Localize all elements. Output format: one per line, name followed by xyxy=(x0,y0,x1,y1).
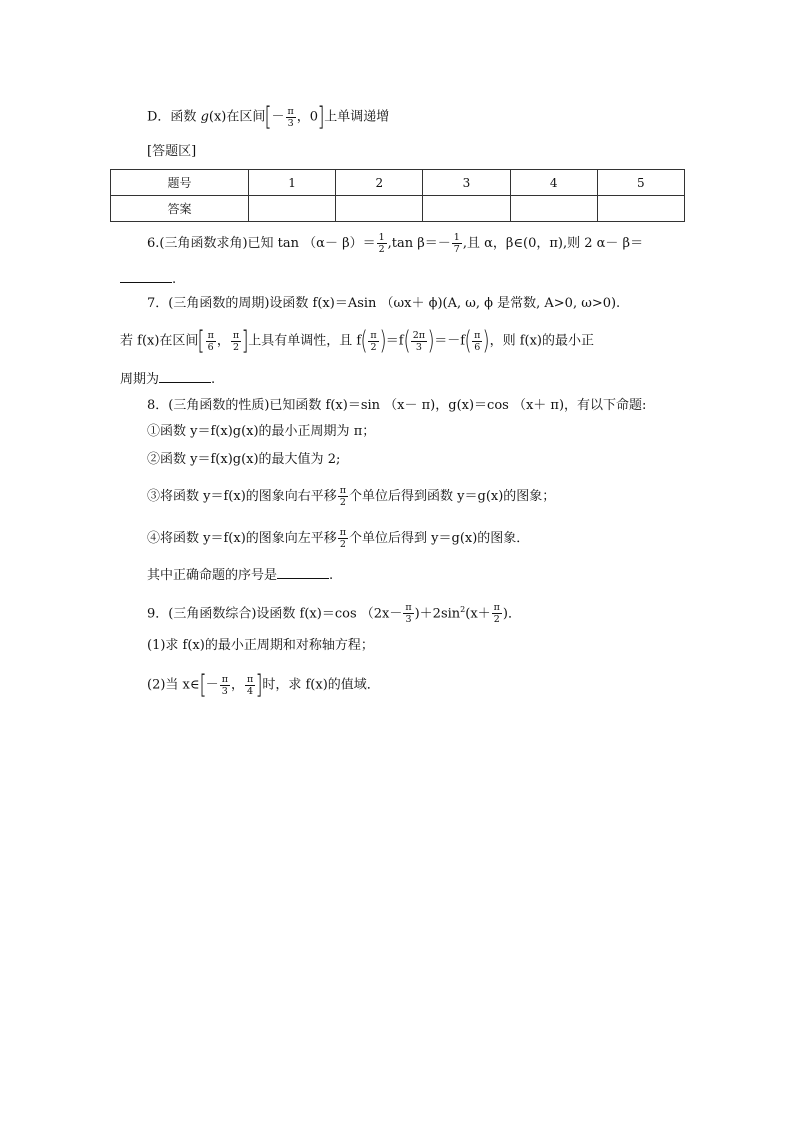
fraction-pi-over-3: $\frac{\pi}{3}$ xyxy=(405,602,412,626)
left-paren: ( xyxy=(464,326,472,356)
fraction-1-over-7: $\frac{1}{7}$ xyxy=(453,232,460,255)
q7-mid: 上具有单调性，且 f xyxy=(248,333,362,349)
q6-end: . xyxy=(172,272,177,287)
left-paren: ( xyxy=(403,326,411,356)
table-header-cell: 题号 xyxy=(111,170,249,196)
q8-p4b: 个单位后得到 y＝g(x)的图象． xyxy=(349,531,530,546)
right-bracket: ] xyxy=(241,326,249,356)
q6-text-a: 6.(三角函数求角)已知 tan （α－ β）＝ xyxy=(147,236,376,251)
option-d-tail: ，0 xyxy=(296,109,319,125)
q9-text-b: )＋2sin xyxy=(414,606,461,622)
right-paren: ) xyxy=(427,326,435,356)
fraction-pi-over-2: $\frac{\pi}{2}$ xyxy=(339,485,347,508)
q6-answer-line xyxy=(120,268,176,290)
fraction-1-over-2: $\frac{1}{2}$ xyxy=(378,232,385,255)
answer-cell[interactable] xyxy=(423,196,510,222)
answer-cell[interactable] xyxy=(336,196,423,222)
option-d xyxy=(147,104,389,130)
table-header-cell: 答案 xyxy=(111,196,249,222)
fraction-pi-over-6: $\frac{\pi}{6}$ xyxy=(474,329,481,353)
neg-sign: － xyxy=(205,677,219,693)
fraction-pi-over-4: $\frac{\pi}{4}$ xyxy=(246,673,254,697)
q9-superscript: 2 xyxy=(460,605,466,614)
q7-line-3 xyxy=(120,368,215,390)
q8-proposition-4 xyxy=(147,527,529,550)
question-number-cell: 3 xyxy=(423,170,510,196)
fraction-pi-over-3: $\frac{\pi}{3}$ xyxy=(287,105,294,129)
right-bracket: ] xyxy=(317,102,325,132)
q8-p3a: ③将函数 y＝f(x)的图象向右平移 xyxy=(147,489,337,504)
answer-cell[interactable] xyxy=(510,196,597,222)
left-bracket: [ xyxy=(197,326,206,356)
q9-part-2 xyxy=(147,672,380,698)
neg-sign: － xyxy=(271,109,285,125)
answer-cell[interactable] xyxy=(249,196,336,222)
question-number-cell: 1 xyxy=(249,170,336,196)
q8-conclusion xyxy=(147,564,333,586)
table-row xyxy=(111,170,685,196)
q6-answer-blank[interactable] xyxy=(120,268,172,283)
q9-text-d: )． xyxy=(502,606,521,622)
question-number-cell: 2 xyxy=(336,170,423,196)
fraction-pi-over-2: $\frac{\pi}{2}$ xyxy=(370,329,377,353)
right-bracket: ] xyxy=(255,670,263,700)
q9-p2a: (2)当 x∈ xyxy=(147,677,200,693)
fraction-pi-over-2: $\frac{\pi}{2}$ xyxy=(339,527,347,550)
right-paren: ) xyxy=(379,326,387,356)
q7-answer-blank[interactable] xyxy=(159,368,211,383)
q9-p2b: 时，求 f(x)的值域． xyxy=(262,677,380,693)
option-d-prefix: D．函数 xyxy=(147,109,201,125)
q6-text-c: ,且 α，β∈(0，π),则 2 α－ β＝ xyxy=(462,236,644,251)
option-d-mid: (x)在区间 xyxy=(208,109,266,125)
q8-proposition-2: ②函数 y＝f(x)g(x)的最大值为 2; xyxy=(147,452,341,467)
question-7: 7．(三角函数的周期)设函数 f(x)＝Asin （ωx＋ ϕ)(A, ω, ϕ 是常数, A>0, ω>0). xyxy=(147,296,621,311)
q7-ruo: 若 f(x)在区间 xyxy=(120,333,199,349)
q8-p4a: ④将函数 y＝f(x)的图象向左平移 xyxy=(147,531,337,546)
q7-eq2: ＝－f xyxy=(434,333,465,349)
question-8: 8．(三角函数的性质)已知函数 f(x)＝sin （x－ π)，g(x)＝cos （x＋ π)，有以下命题: xyxy=(147,398,647,413)
q6-text-b: ,tan β＝－ xyxy=(387,236,451,251)
left-bracket: [ xyxy=(264,102,273,132)
fraction-pi-over-3: $\frac{\pi}{3}$ xyxy=(221,673,228,697)
q7-eq: ＝f xyxy=(385,333,404,349)
right-paren: ) xyxy=(482,326,491,356)
answer-area-label: [答题区] xyxy=(147,144,197,159)
q7-dot: . xyxy=(211,372,216,387)
fraction-pi-over-6: $\frac{\pi}{6}$ xyxy=(207,329,214,353)
comma: ， xyxy=(230,677,244,693)
q9-text-a: 9．(三角函数综合)设函数 f(x)＝cos （2x－ xyxy=(147,606,403,622)
left-bracket: [ xyxy=(199,670,207,700)
q9-text-c: (x＋ xyxy=(465,606,491,622)
answer-table xyxy=(110,169,685,222)
question-6 xyxy=(147,232,643,255)
q9-part-1: (1)求 f(x)的最小正周期和对称轴方程； xyxy=(147,638,374,653)
fn-g: g xyxy=(200,109,209,125)
q8-proposition-1: ①函数 y＝f(x)g(x)的最小正周期为 π； xyxy=(147,424,376,439)
left-paren: ( xyxy=(360,326,368,356)
question-number-cell: 4 xyxy=(510,170,597,196)
fraction-2pi-over-3: $\frac{2\pi}{3}$ xyxy=(412,329,426,353)
q7-end: ，则 f(x)的最小正 xyxy=(489,333,594,349)
question-number-cell: 5 xyxy=(597,170,684,196)
q7-period-label: 周期为 xyxy=(120,372,160,387)
q7-line-2: 若 f(x)在区间[ $\frac{\pi}{6}$ ， $\frac{\pi}{2}$ ]上具有单调性，且 f( $\frac{\pi}{2}$ )＝f( $\frac{2\pi}{3}$ )＝－f( $\frac{\pi}{6}$ )，则 f(x)的最小正 xyxy=(120,326,594,356)
table-row xyxy=(111,196,685,222)
q8-p3b: 个单位后得到函数 y＝g(x)的图象； xyxy=(349,489,556,504)
q8-proposition-3 xyxy=(147,485,555,508)
q8-conclusion-text: 其中正确命题的序号是 xyxy=(147,568,278,583)
fraction-pi-over-2: $\frac{\pi}{2}$ xyxy=(493,602,500,626)
q8-answer-blank[interactable] xyxy=(277,564,329,579)
option-d-suffix: 上单调递增 xyxy=(324,109,390,125)
question-9 xyxy=(147,600,521,625)
fraction-pi-over-2: $\frac{\pi}{2}$ xyxy=(232,329,240,353)
q8-dot: . xyxy=(329,568,334,583)
answer-cell[interactable] xyxy=(597,196,684,222)
